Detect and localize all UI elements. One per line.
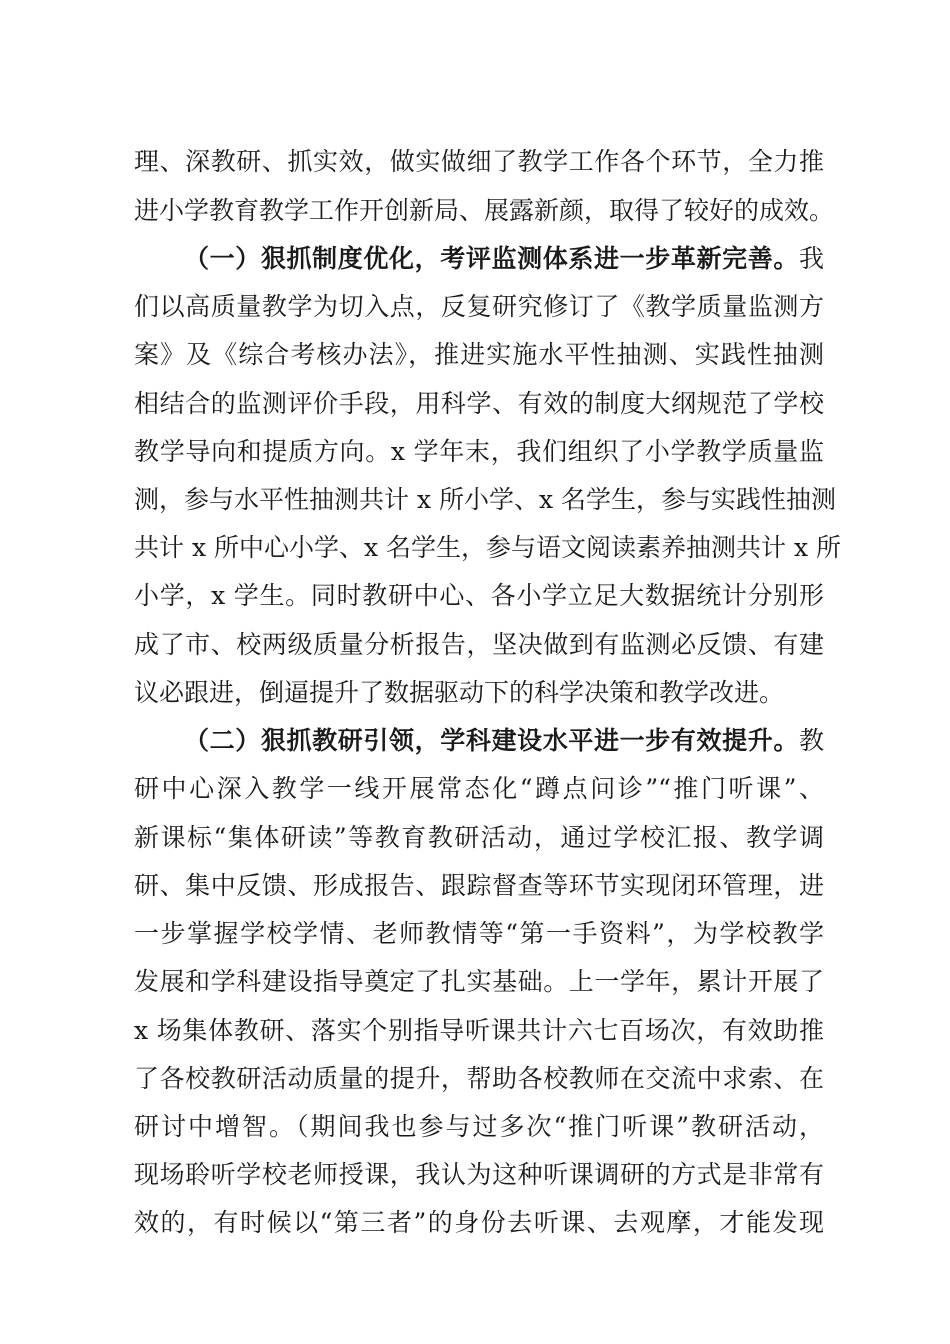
text-line: 研讨中增智。（期间我也参与过多次“推门听课”教研活动， bbox=[134, 1112, 824, 1141]
text-line: 一步掌握学校学情、老师教情等“第一手资料”，为学校教学 bbox=[134, 919, 824, 948]
section-heading-1: （一）狠抓制度优化，考评监测体系进一步革新完善。 bbox=[184, 244, 799, 273]
text-line: 成了市、校两级质量分析报告，坚决做到有监测必反馈、有建 bbox=[134, 630, 824, 659]
text-line: 案》及《综合考核办法》，推进实施水平性抽测、实践性抽测 bbox=[134, 340, 824, 369]
text-line: 小学，x 学生。同时教研中心、各小学立足大数据统计分别形 bbox=[134, 581, 824, 610]
text-line: x 场集体教研、落实个别指导听课共计六七百场次，有效助推 bbox=[134, 1016, 824, 1045]
text-line: 效的，有时候以“第三者”的身份去听课、去观摩，才能发现 bbox=[134, 1208, 824, 1237]
text-line: 发展和学科建设指导奠定了扎实基础。上一学年，累计开展了 bbox=[134, 967, 824, 996]
text-line: 共计 x 所中心小学、x 名学生，参与语文阅读素养抽测共计 x 所 bbox=[134, 533, 842, 562]
text-line: 们以高质量教学为切入点，反复研究修订了《教学质量监测方 bbox=[134, 292, 824, 321]
text-line: 现场聆听学校老师授课，我认为这种听课调研的方式是非常有 bbox=[134, 1160, 824, 1189]
text-line: 进小学教育教学工作开创新局、展露新颜，取得了较好的成效。 bbox=[134, 196, 835, 225]
text-line: 测，参与水平性抽测共计 x 所小学、x 名学生，参与实践性抽测 bbox=[134, 485, 837, 514]
paragraph-1-first-line bbox=[184, 235, 824, 283]
text-line: 议必跟进，倒逼提升了数据驱动下的科学决策和教学改进。 bbox=[134, 678, 785, 707]
text-line: 研、集中反馈、形成报告、跟踪督查等环节实现闭环管理，进 bbox=[134, 871, 824, 900]
paragraph-1-continuation: 我 bbox=[798, 244, 824, 273]
text-line: 了各校教研活动质量的提升，帮助各校教师在交流中求索、在 bbox=[134, 1064, 824, 1093]
text-line: 相结合的监测评价手段，用科学、有效的制度大纲规范了学校 bbox=[134, 389, 824, 418]
text-line: 研中心深入教学一线开展常态化“蹲点问诊”“推门听课”、 bbox=[134, 774, 824, 803]
paragraph-2-first-line bbox=[184, 717, 824, 765]
section-heading-2: （二）狠抓教研引领，学科建设水平进一步有效提升。 bbox=[184, 726, 799, 755]
text-line: 新课标“集体研读”等教育教研活动，通过学校汇报、教学调 bbox=[134, 823, 824, 852]
text-line: 理、深教研、抓实效，做实做细了教学工作各个环节，全力推 bbox=[134, 147, 824, 176]
paragraph-2-continuation: 教 bbox=[798, 726, 824, 755]
text-line: 教学导向和提质方向。x 学年末，我们组织了小学教学质量监 bbox=[134, 437, 824, 466]
